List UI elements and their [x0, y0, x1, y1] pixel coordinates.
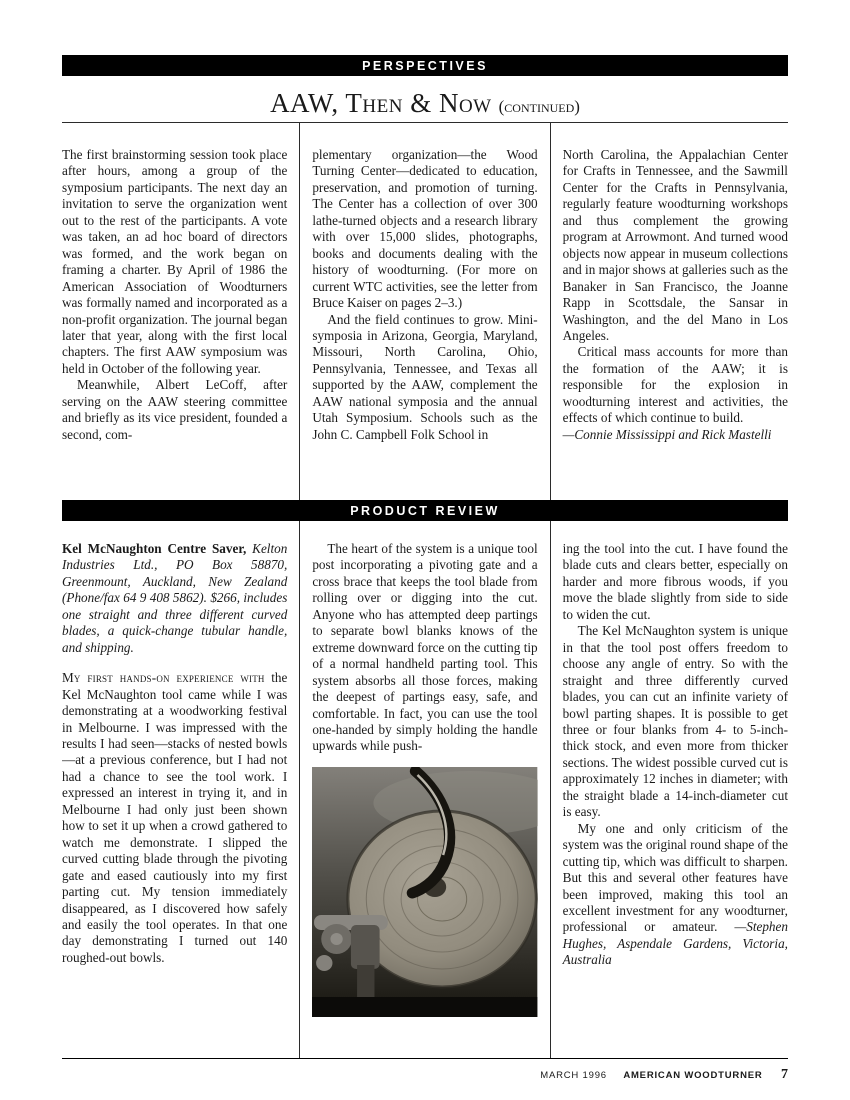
product-review-banner-label: PRODUCT REVIEW: [350, 503, 500, 518]
paragraph: The Kel McNaughton system is unique in that the tool post offers freedom to choose any angle of entry. So with the straight and three differently curved blades, you can cut an infinite variety of bowl parting shapes. It is possible to get three or four blanks from 4- to 5-inch-thick stock, and even more from thicker sections. The widest possible curved cut is approximately 12 inches in diameter; with the straight blade a 14-inch-diameter cut is easy.: [562, 623, 788, 820]
byline-review: —Stephen Hughes, Aspendale Gardens, Victoria, Australia: [562, 919, 788, 968]
paragraph: North Carolina, the Appalachian Center for Crafts in Tennessee, and the Sawmill Center for the Crafts in Pennsylvania, regularly feature woodturning workshops and thus complement the growing program at Arrowmont. And turned wood objects now appear in museum collections and in major shows at galleries such as the Banaker in San Francisco, the Joanne Rapp in Scottsdale, the Sansar in Washington, and the del Mano in Los Angeles.: [562, 147, 788, 343]
product-details: Kelton Industries Ltd., PO Box 58870, Greenmount, Auckland, New Zealand (Phone/fax 64 9 408 5862). $266, includes one straight and three different curved blades, a quick-change tubular handle, and shipping.: [62, 541, 288, 655]
review-column-2: [299, 521, 549, 1058]
byline-perspectives: —Connie Mississippi and Rick Mastelli: [562, 426, 772, 442]
perspectives-columns: [62, 122, 788, 500]
paragraph: ing the tool into the cut. I have found the blade cuts and clears better, especially on harder and more fibrous woods, if you move the blade slightly from side to side to widen the cut.: [562, 541, 788, 622]
paragraph-text: My one and only criticism of the system was the original round shape of the cutting tip, which was difficult to sharpen. But this and several other features have been improved, making this tool an excellent investment for any woodturner, professional or amateur.: [562, 820, 788, 935]
paragraph: And the field continues to grow. Mini-symposia in Arizona, Georgia, Maryland, Missouri, North Carolina, Ohio, Pennsylvania, Tennessee, and Texas all supported by the AAW, complement the AAW national symposia and the annual Utah Symposium. Schools such as the John C. Campbell Folk School in: [312, 311, 538, 442]
product-review-columns: [62, 521, 788, 1058]
review-column-3: [550, 521, 788, 1058]
perspectives-banner-label: PERSPECTIVES: [362, 58, 488, 73]
footer-date: MARCH 1996: [540, 1070, 607, 1081]
article-title: [62, 76, 788, 122]
review-column-1: [62, 521, 299, 1058]
perspectives-banner: [62, 55, 788, 76]
perspectives-column-3: [550, 123, 788, 500]
perspectives-column-1: [62, 123, 299, 500]
perspectives-column-2: [299, 123, 549, 500]
article-title-main: AAW, Then & Now: [270, 88, 492, 118]
product-name: Kel McNaughton Centre Saver,: [62, 541, 247, 556]
product-lead-paragraph: [62, 541, 287, 656]
paragraph: Critical mass accounts for more than the formation of the AAW; it is responsible for the explosion in woodturning interest and activities, the effects of which continue to build.: [562, 344, 788, 426]
article-title-continued: (continued): [498, 97, 580, 116]
footer-magazine-name: AMERICAN WOODTURNER: [623, 1070, 763, 1081]
paragraph: The first brainstorming session took place after hours, among a group of the symposium participants. The next day an invitation to serve the organization went out to the rest of the participants. A vote was taken, an ad hoc board of directors was formed, and the work began on framing a charter. By April of 1986 the American Association of Woodturners was formally named and incorporated as a non-profit organization. The journal began later that year, along with the first local chapters. The first AAW symposium was held in October of the following year.: [62, 147, 288, 376]
paragraph: [62, 670, 287, 966]
paragraph-opener: My first hands-on experience with: [62, 670, 265, 686]
paragraph: [563, 821, 788, 969]
paragraph-text: the Kel McNaughton tool came while I was demonstrating at a woodworking festival in Melbourne. I was impressed with the results I had seen—stacks of nested bowls—at a previous conference, but I had not had a chance to see the tool work. I expressed an interest in trying it, and in Melbourne I had only just been shown how to set it up when a crowd gathered to watch me demonstrate. I slipped the curved cutting blade through the pivoting gate and eased cautiously into my first parting cut. My tension immediately disappeared, as I discovered how safely and easily the tool operates. In that one day demonstrating I turned out 140 roughed-out bowls.: [62, 670, 288, 965]
paragraph: Meanwhile, Albert LeCoff, after serving on the AAW steering committee and briefly as its vice president, founded a second, com-: [62, 377, 288, 442]
product-photo: [312, 767, 537, 1017]
page-footer: [62, 1058, 788, 1083]
product-review-banner: [62, 500, 788, 521]
footer-page-number: 7: [781, 1067, 788, 1082]
paragraph: plementary organization—the Wood Turning Center—dedicated to education, preservation, and promotion of turning. The Center has a collection of over 300 lathe-turned objects and a research library with over 15,000 slides, photographs, books and documents dealing with the history of woodturning. (For more on current WTC activities, see the letter from Bruce Kaiser on pages 2–3.): [312, 147, 538, 311]
paragraph: The heart of the system is a unique tool post incorporating a pivoting gate and a cross brace that keeps the tool blade from rolling over or digging into the cut. Anyone who has attempted deep partings to separate bowl blanks knows of the extreme downward force on the cutting tip of a normal handheld parting tool. This system absorbs all those forces, making the deepest of partings easy, safe, and comfortable. In fact, you can use the tool one-handed by simply holding the handle upwards while push-: [312, 541, 538, 754]
